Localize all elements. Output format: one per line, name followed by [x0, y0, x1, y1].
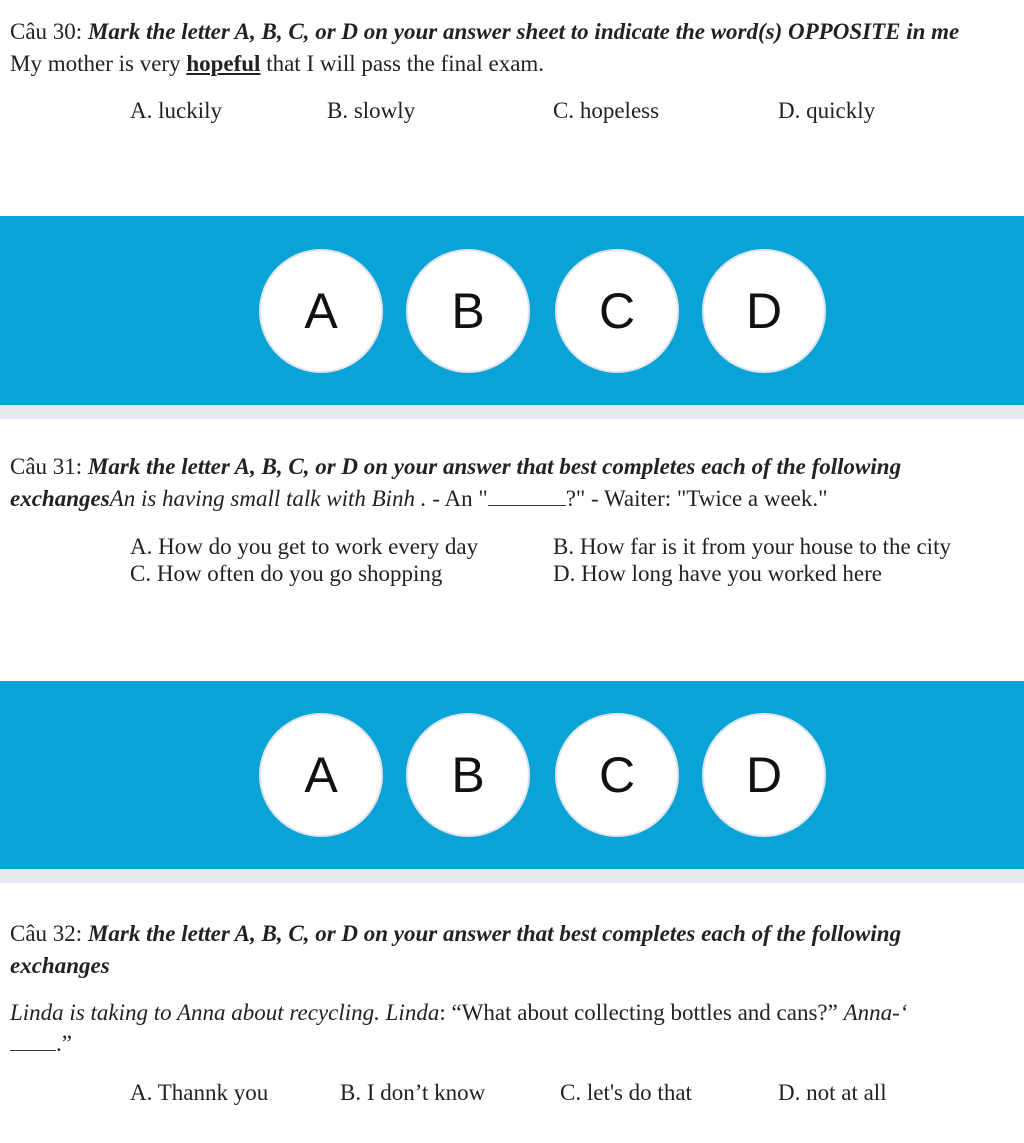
answer-band-30 — [0, 216, 1024, 405]
option-c: C. How often do you go shopping — [130, 561, 443, 586]
question-32-blank-line: .” — [10, 1030, 72, 1058]
question-30-instruction: Câu 30: Mark the letter A, B, C, or D on your answer sheet to indicate the word(s) OPPOSITE in me — [10, 19, 960, 44]
question-32-instruction: Câu 32: Mark the letter A, B, C, or D on your answer that best completes each of the following — [10, 921, 902, 946]
answer-a-button[interactable]: A — [259, 713, 383, 837]
answer-blank — [10, 1032, 56, 1051]
question-32-dialogue: Linda is taking to Anna about recycling. Linda: “What about collecting bottles and cans?” Anna-‘ — [10, 1000, 908, 1025]
question-31-dialogue: exchangesAn is having small talk with Binh . - An " ?" - Waiter: "Twice a week." — [10, 486, 828, 511]
answer-c-button[interactable]: C — [555, 249, 679, 373]
option-a: A. Thannk you — [130, 1080, 269, 1105]
answer-c-button[interactable]: C — [555, 713, 679, 837]
option-d: D. not at all — [778, 1080, 887, 1105]
answer-b-button[interactable]: B — [406, 713, 530, 837]
answer-b-button[interactable]: B — [406, 249, 530, 373]
option-b: B. slowly — [327, 98, 416, 123]
divider — [0, 869, 1024, 883]
option-d: D. How long have you worked here — [553, 561, 882, 586]
option-b: B. How far is it from your house to the city — [553, 534, 951, 559]
answer-a-button[interactable]: A — [259, 249, 383, 373]
answer-band-31 — [0, 681, 1024, 869]
answer-d-button[interactable]: D — [702, 249, 826, 373]
option-b: B. I don’t know — [340, 1080, 486, 1105]
question-30-sentence: My mother is very hopeful that I will pass the final exam. — [10, 51, 545, 76]
question-31-instruction: Câu 31: Mark the letter A, B, C, or D on your answer that best completes each of the following — [10, 454, 902, 479]
option-c: C. hopeless — [553, 98, 660, 123]
option-a: A. How do you get to work every day — [130, 534, 479, 559]
answer-blank — [488, 485, 566, 506]
answer-d-button[interactable]: D — [702, 713, 826, 837]
option-a: A. luckily — [130, 98, 222, 123]
keyword: hopeful — [186, 51, 261, 76]
option-c: C. let's do that — [560, 1080, 692, 1105]
option-d: D. quickly — [778, 98, 876, 123]
question-32-instruction-cont: exchanges — [10, 953, 110, 978]
divider — [0, 405, 1024, 419]
